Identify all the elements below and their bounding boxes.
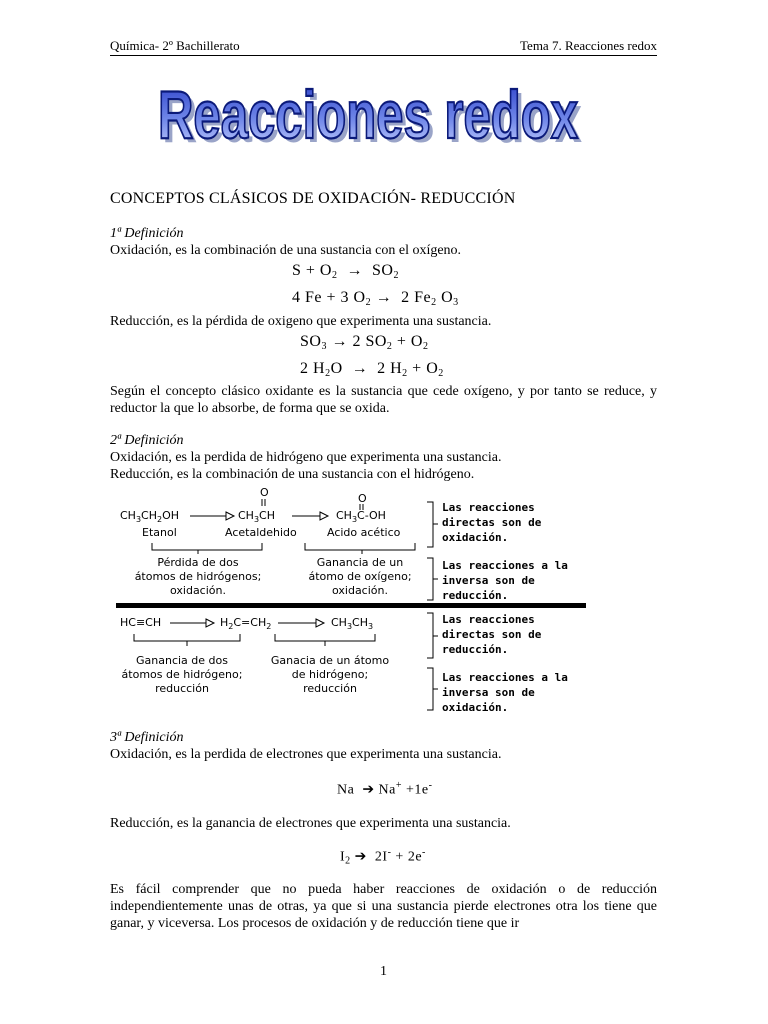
row2-side2-line1: Las reacciones a la	[442, 671, 568, 684]
ethane-formula: $CH_3CH_3$	[331, 616, 374, 631]
def1-note: Según el concepto clásico oxidante es la sustancia que cede oxígeno, y por tanto se reduce, y reductor la que lo absorbe, de forma que se oxida.	[110, 384, 657, 416]
row2-b1-line3: reducción	[155, 682, 209, 695]
acetic-acid-name: Acido acético	[327, 526, 401, 539]
ethanol-name: Etanol	[142, 526, 177, 539]
def1-reduction: Reducción, es la pérdida de oxigeno que experimenta una sustancia.	[110, 314, 492, 329]
divider-bar	[116, 603, 586, 608]
section-title: CONCEPTOS CLÁSICOS DE OXIDACIÓN- REDUCCIÓN	[110, 190, 516, 207]
equation-iodine: $I_2$ ➔ 2I- + 2e-	[340, 847, 426, 867]
header-right: Tema 7. Reacciones redox	[520, 38, 657, 53]
row1-side1-line2: directas son de	[442, 516, 542, 529]
oxygen-1: O	[260, 488, 269, 499]
ethanol-formula: $CH_3CH_2OH$	[120, 509, 180, 524]
row2-b2-line3: reducción	[303, 682, 357, 695]
equation-fe-o2: 4 Fe + 3 $O_2 \to 2$ $Fe_2$ $O_3$	[292, 289, 459, 308]
def3-heading: 3ª Definición	[110, 730, 184, 745]
bracket-2	[305, 543, 415, 550]
arrow-3-head	[206, 619, 214, 627]
def3-oxidation: Oxidación, es la perdida de electrones que experimenta una sustancia.	[110, 747, 502, 762]
row2-side1-line2: directas son de	[442, 628, 542, 641]
acetic-acid-formula: $CH_3C-OH$	[336, 509, 386, 524]
row2-side2-line2: inversa son de	[442, 686, 535, 699]
arrow-4-head	[316, 619, 324, 627]
header-left: Química- 2º Bachillerato	[110, 38, 240, 53]
def3-reduction: Reducción, es la ganancia de electrones que experimenta una sustancia.	[110, 816, 511, 831]
side-bracket-1	[427, 502, 433, 547]
bracket-3	[134, 634, 240, 641]
side-bracket-4	[427, 668, 433, 710]
row2-side1-line3: reducción.	[442, 643, 509, 656]
row2-side2-line3: oxidación.	[442, 701, 509, 714]
row1-side1-line1: Las reacciones	[442, 501, 535, 514]
equation-s-o2: $S + O_2 \to SO_2$	[292, 262, 399, 281]
row2-b2-line2: de hidrógeno;	[291, 668, 369, 681]
row2-b2-line1: Ganacia de un átomo	[270, 654, 390, 667]
row1-side1-line3: oxidación.	[442, 531, 509, 544]
page-title: Reacciones redox	[158, 77, 579, 153]
page-number: 1	[380, 964, 387, 979]
def2-reduction: Reducción, es la combinación de una sustancia con el hidrógeno.	[110, 467, 475, 482]
header-rule	[110, 55, 657, 56]
row1-b1-line1: Pérdida de dos	[157, 556, 239, 569]
row1-b2-line2: átomo de oxígeno;	[308, 570, 412, 583]
def2-heading: 2ª Definición	[110, 433, 184, 448]
arrow-1-head	[226, 512, 234, 520]
ethylene-formula: $H_2C=CH_2$	[220, 616, 272, 631]
title-shadow: Reacciones redox	[162, 81, 583, 157]
row1-side2-line3: reducción.	[442, 589, 509, 602]
arrow-2-head	[320, 512, 328, 520]
def3-note: Es fácil comprender que no pueda haber reacciones de oxidación o de reducción independientemente unas de otras, ya que si una sustancia pierde electrones otra los tiene que ganar, y viceversa. Los procesos de oxidación y de reducción tiene que ir	[110, 882, 657, 931]
row2-b1-line2: átomos de hidrógeno;	[121, 668, 243, 681]
row1-b1-line2: átomos de hidrógenos;	[134, 570, 262, 583]
side-bracket-3	[427, 613, 433, 658]
def1-heading: 1ª Definición	[110, 226, 184, 241]
row1-b2-line3: oxidación.	[332, 584, 388, 597]
row1-side2-line2: inversa son de	[442, 574, 535, 587]
diagram-svg	[110, 488, 670, 718]
bracket-1	[152, 543, 262, 550]
row2-b1-line1: Ganancia de dos	[136, 654, 228, 667]
def2-oxidation: Oxidación, es la perdida de hidrógeno que experimenta una sustancia.	[110, 450, 502, 465]
title-svg	[150, 68, 590, 158]
redox-diagram	[110, 488, 670, 718]
bracket-4	[275, 634, 375, 641]
equation-na: Na ➔ Na+ +1e-	[337, 780, 433, 798]
acetaldehyde-name: Acetaldehido	[225, 526, 297, 539]
row1-b2-line1: Ganancia de un	[316, 556, 404, 569]
equation-so3: $SO_3 \to 2$ $SO_2 + O_2$	[300, 333, 429, 352]
acetylene-formula: HC≡CH	[120, 616, 162, 629]
row2-side1-line1: Las reacciones	[442, 613, 535, 626]
row1-side2-line1: Las reacciones a la	[442, 559, 568, 572]
row1-b1-line3: oxidación.	[170, 584, 226, 597]
oxygen-2: O	[358, 492, 367, 505]
title-wordart	[150, 68, 590, 158]
equation-h2o: 2 $H_2O \to 2$ $H_2 + O_2$	[300, 360, 444, 379]
def1-oxidation: Oxidación, es la combinación de una sustancia con el oxígeno.	[110, 243, 462, 258]
acetaldehyde-formula: $CH_3CH$	[238, 509, 275, 524]
side-bracket-2	[427, 558, 433, 600]
